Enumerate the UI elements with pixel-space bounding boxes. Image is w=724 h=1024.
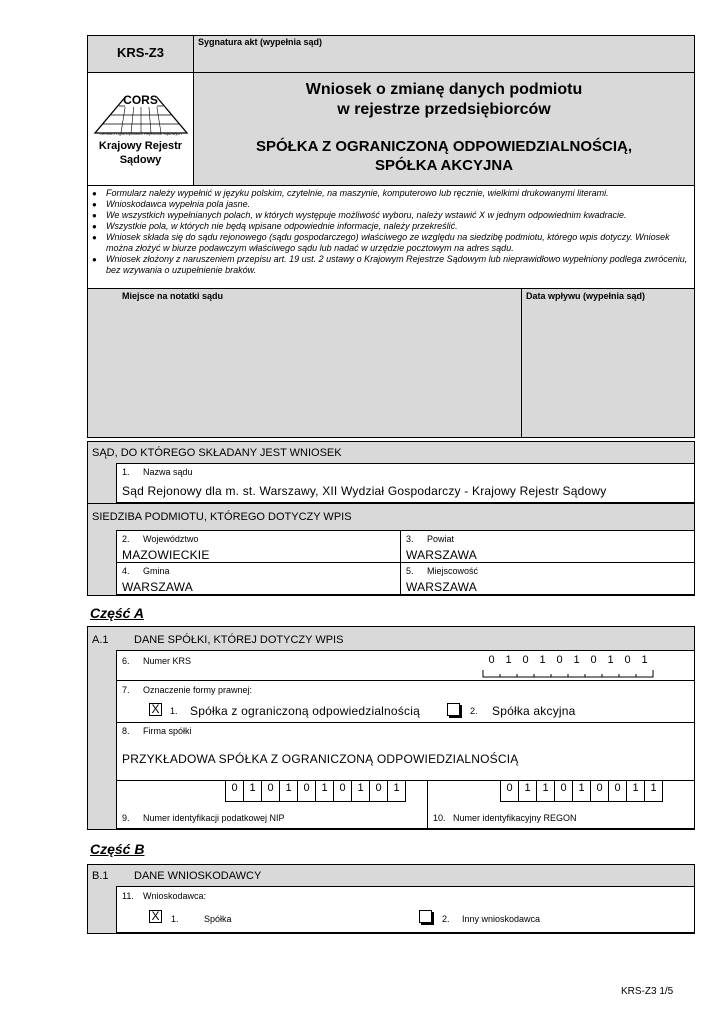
regon-digit: 1: [627, 780, 645, 801]
regon-digit: 1: [573, 780, 591, 801]
form-title-line1: Wniosek o zmianę danych podmiotu: [305, 81, 583, 98]
part-b-title: Część B: [90, 841, 145, 857]
instruction-item: ● Wniosek składa się do sądu rejonowego (sądu gospodarczego) właściwego ze względu na siedzibę podmiotu, którego wpis dotyczy. Wniosek można złożyć w biurze podawczym właściwego sądu lub nadać w urzędzie pocztowym na adres sądu.: [92, 232, 690, 254]
nip-digits: [225, 780, 406, 802]
section-number: B.1: [92, 870, 109, 882]
nip-digit: 1: [316, 780, 334, 801]
logo-text: CORS: [123, 93, 158, 107]
voivodeship-label: Województwo: [143, 534, 199, 544]
regon-digit: 1: [537, 780, 555, 801]
applicant-option-other-checkbox[interactable]: [419, 910, 432, 923]
title-cell: [193, 72, 695, 186]
instruction-item: ● Wszystkie pola, w których nie będą wpisane odpowiednie informacje, należy przekreślić.: [92, 221, 690, 232]
form-code: KRS-Z3: [117, 45, 164, 60]
regon-digit: 1: [519, 780, 537, 801]
field-number: 2.: [122, 534, 130, 544]
field-number: 6.: [122, 656, 130, 666]
instruction-item: ● Wniosek złożony z naruszeniem przepisu art. 19 ust. 2 ustawy o Krajowym Rejestrze Sądowym lub nieprawidłowo wypełniony podlega zwróceniu, bez wzywania o uzupełnienie braków.: [92, 254, 690, 276]
part-b-section-title: DANE WNIOSKODAWCY: [134, 870, 262, 882]
option-number: 2.: [442, 914, 450, 924]
signature-cell: [193, 35, 695, 73]
krs-digit: 1: [573, 654, 580, 666]
nip-digit: 1: [393, 782, 400, 794]
court-name-field[interactable]: [116, 463, 695, 503]
field-number: 9.: [122, 813, 130, 823]
municipality-field[interactable]: [116, 562, 401, 595]
part-a-title: Część A: [90, 605, 144, 621]
instruction-item: ● Wnioskodawca wypełnia pola jasne.: [92, 199, 690, 210]
logo-subtext: Centrum Ogólnopolskich Rejestrów Sądowych: [99, 131, 182, 136]
field-number: 11.: [122, 891, 134, 901]
voivodeship-value: MAZOWIECKIE: [122, 548, 210, 562]
field-number: 7.: [122, 685, 130, 695]
form-code-cell: [87, 35, 194, 73]
locality-value: WARSZAWA: [406, 580, 477, 594]
voivodeship-field[interactable]: [116, 530, 401, 563]
company-name-label: Firma spółki: [143, 726, 192, 736]
receipt-date-area: [521, 288, 695, 438]
locality-field[interactable]: [400, 562, 695, 595]
legal-form-field: [116, 680, 695, 723]
option-number: 1.: [171, 914, 179, 924]
legal-form-option-llc-checkbox[interactable]: X: [149, 703, 162, 716]
krs-digit: 0: [522, 654, 529, 666]
applicant-option-other-label: Inny wnioskodawca: [462, 914, 541, 924]
logo-cell: [87, 72, 194, 186]
signature-label: Sygnatura akt (wypełnia sąd): [198, 37, 323, 47]
applicant-label: Wnioskodawca:: [143, 891, 207, 901]
municipality-value: WARSZAWA: [122, 580, 193, 594]
krs-comb-lines: [482, 670, 654, 678]
krs-digit: 1: [539, 654, 546, 666]
krs-digit: 0: [488, 654, 495, 666]
regon-label: Numer identyfikacyjny REGON: [453, 813, 577, 823]
option-number: 2.: [470, 706, 478, 716]
krs-label: Numer KRS: [143, 656, 192, 666]
form-title-line2: w rejestrze przedsiębiorców: [337, 101, 551, 118]
municipality-label: Gmina: [143, 566, 170, 576]
instructions-list: [92, 188, 690, 276]
regon-digit: 1: [650, 782, 657, 794]
regon-digit: 0: [609, 780, 627, 801]
legal-form-label: Oznaczenie formy prawnej:: [143, 685, 253, 695]
field-number: 1.: [122, 467, 130, 477]
legal-form-option-llc-label: Spółka z ograniczoną odpowiedzialnością: [190, 704, 420, 718]
county-field[interactable]: [400, 530, 695, 563]
nip-digit: 0: [334, 780, 352, 801]
company-name-field[interactable]: [116, 722, 695, 781]
option-number: 1.: [170, 706, 178, 716]
receipt-date-label: Data wpływu (wypełnia sąd): [526, 291, 646, 301]
krs-digit: 0: [556, 654, 563, 666]
field-number: 3.: [406, 534, 414, 544]
nip-digit: 0: [298, 780, 316, 801]
krs-digit: 0: [590, 654, 597, 666]
company-name-value: PRZYKŁADOWA SPÓŁKA Z OGRANICZONĄ ODPOWIEDZIALNOŚCIĄ: [122, 752, 519, 766]
regon-digit: 0: [501, 780, 519, 801]
krs-digit: 1: [641, 654, 648, 666]
krs-digit: 1: [607, 654, 614, 666]
field-number: 10.: [433, 813, 446, 823]
section-number: A.1: [92, 634, 109, 646]
legal-form-option-sa-label: Spółka akcyjna: [492, 704, 576, 718]
court-name-value: Sąd Rejonowy dla m. st. Warszawy, XII Wydział Gospodarczy - Krajowy Rejestr Sądowy: [122, 484, 607, 498]
legal-form-option-sa-checkbox[interactable]: [447, 703, 460, 716]
regon-digit: 0: [555, 780, 573, 801]
form-subtitle-line1: SPÓŁKA Z OGRANICZONĄ ODPOWIEDZIALNOŚCIĄ,: [255, 138, 633, 155]
county-label: Powiat: [427, 534, 455, 544]
part-a-section-title: DANE SPÓŁKI, KTÓREJ DOTYCZY WPIS: [134, 634, 344, 646]
krs-digit: 0: [624, 654, 631, 666]
nip-digit: 0: [262, 780, 280, 801]
krs-field[interactable]: [116, 650, 695, 681]
court-section-title: SĄD, DO KTÓREGO SKŁADANY JEST WNIOSEK: [92, 447, 342, 459]
applicant-field: [116, 886, 695, 933]
instruction-item: ● We wszystkich wypełnianych polach, w których występuje możliwość wyboru, należy wstawić X w jednym odpowiednim kwadracie.: [92, 210, 690, 221]
applicant-option-company-label: Spółka: [204, 914, 232, 924]
regon-digits: [500, 780, 663, 802]
court-name-label: Nazwa sądu: [143, 467, 193, 477]
locality-label: Miejscowość: [427, 566, 479, 576]
applicant-option-company-checkbox[interactable]: X: [149, 910, 162, 923]
court-notes-label: Miejsce na notatki sądu: [122, 291, 224, 301]
regon-digit: 0: [591, 780, 609, 801]
nip-digit: 1: [352, 780, 370, 801]
nip-digit: 1: [280, 780, 298, 801]
nip-digit: 1: [244, 780, 262, 801]
court-notes-area: [87, 288, 522, 438]
field-number: 4.: [122, 566, 130, 576]
nip-digit: 0: [370, 780, 388, 801]
instructions-box: [87, 185, 695, 289]
nip-label: Numer identyfikacji podatkowej NIP: [143, 813, 285, 823]
form-subtitle-line2: SPÓŁKA AKCYJNA: [374, 157, 514, 174]
registry-name: Krajowy Rejestr Sądowy: [98, 140, 183, 166]
field-number: 5.: [406, 566, 414, 576]
field-number: 8.: [122, 726, 130, 736]
seat-section-title: SIEDZIBA PODMIOTU, KTÓREGO DOTYCZY WPIS: [92, 511, 352, 523]
county-value: WARSZAWA: [406, 548, 477, 562]
krs-digit: 1: [505, 654, 512, 666]
nip-digit: 0: [226, 780, 244, 801]
page-number: KRS-Z3 1/5: [621, 986, 674, 997]
krs-digits: [483, 654, 653, 666]
instruction-item: ● Formularz należy wypełnić w języku polskim, czytelnie, na maszynie, komputerowo lub ręcznie, wielkimi drukowanymi literami.: [92, 188, 690, 199]
